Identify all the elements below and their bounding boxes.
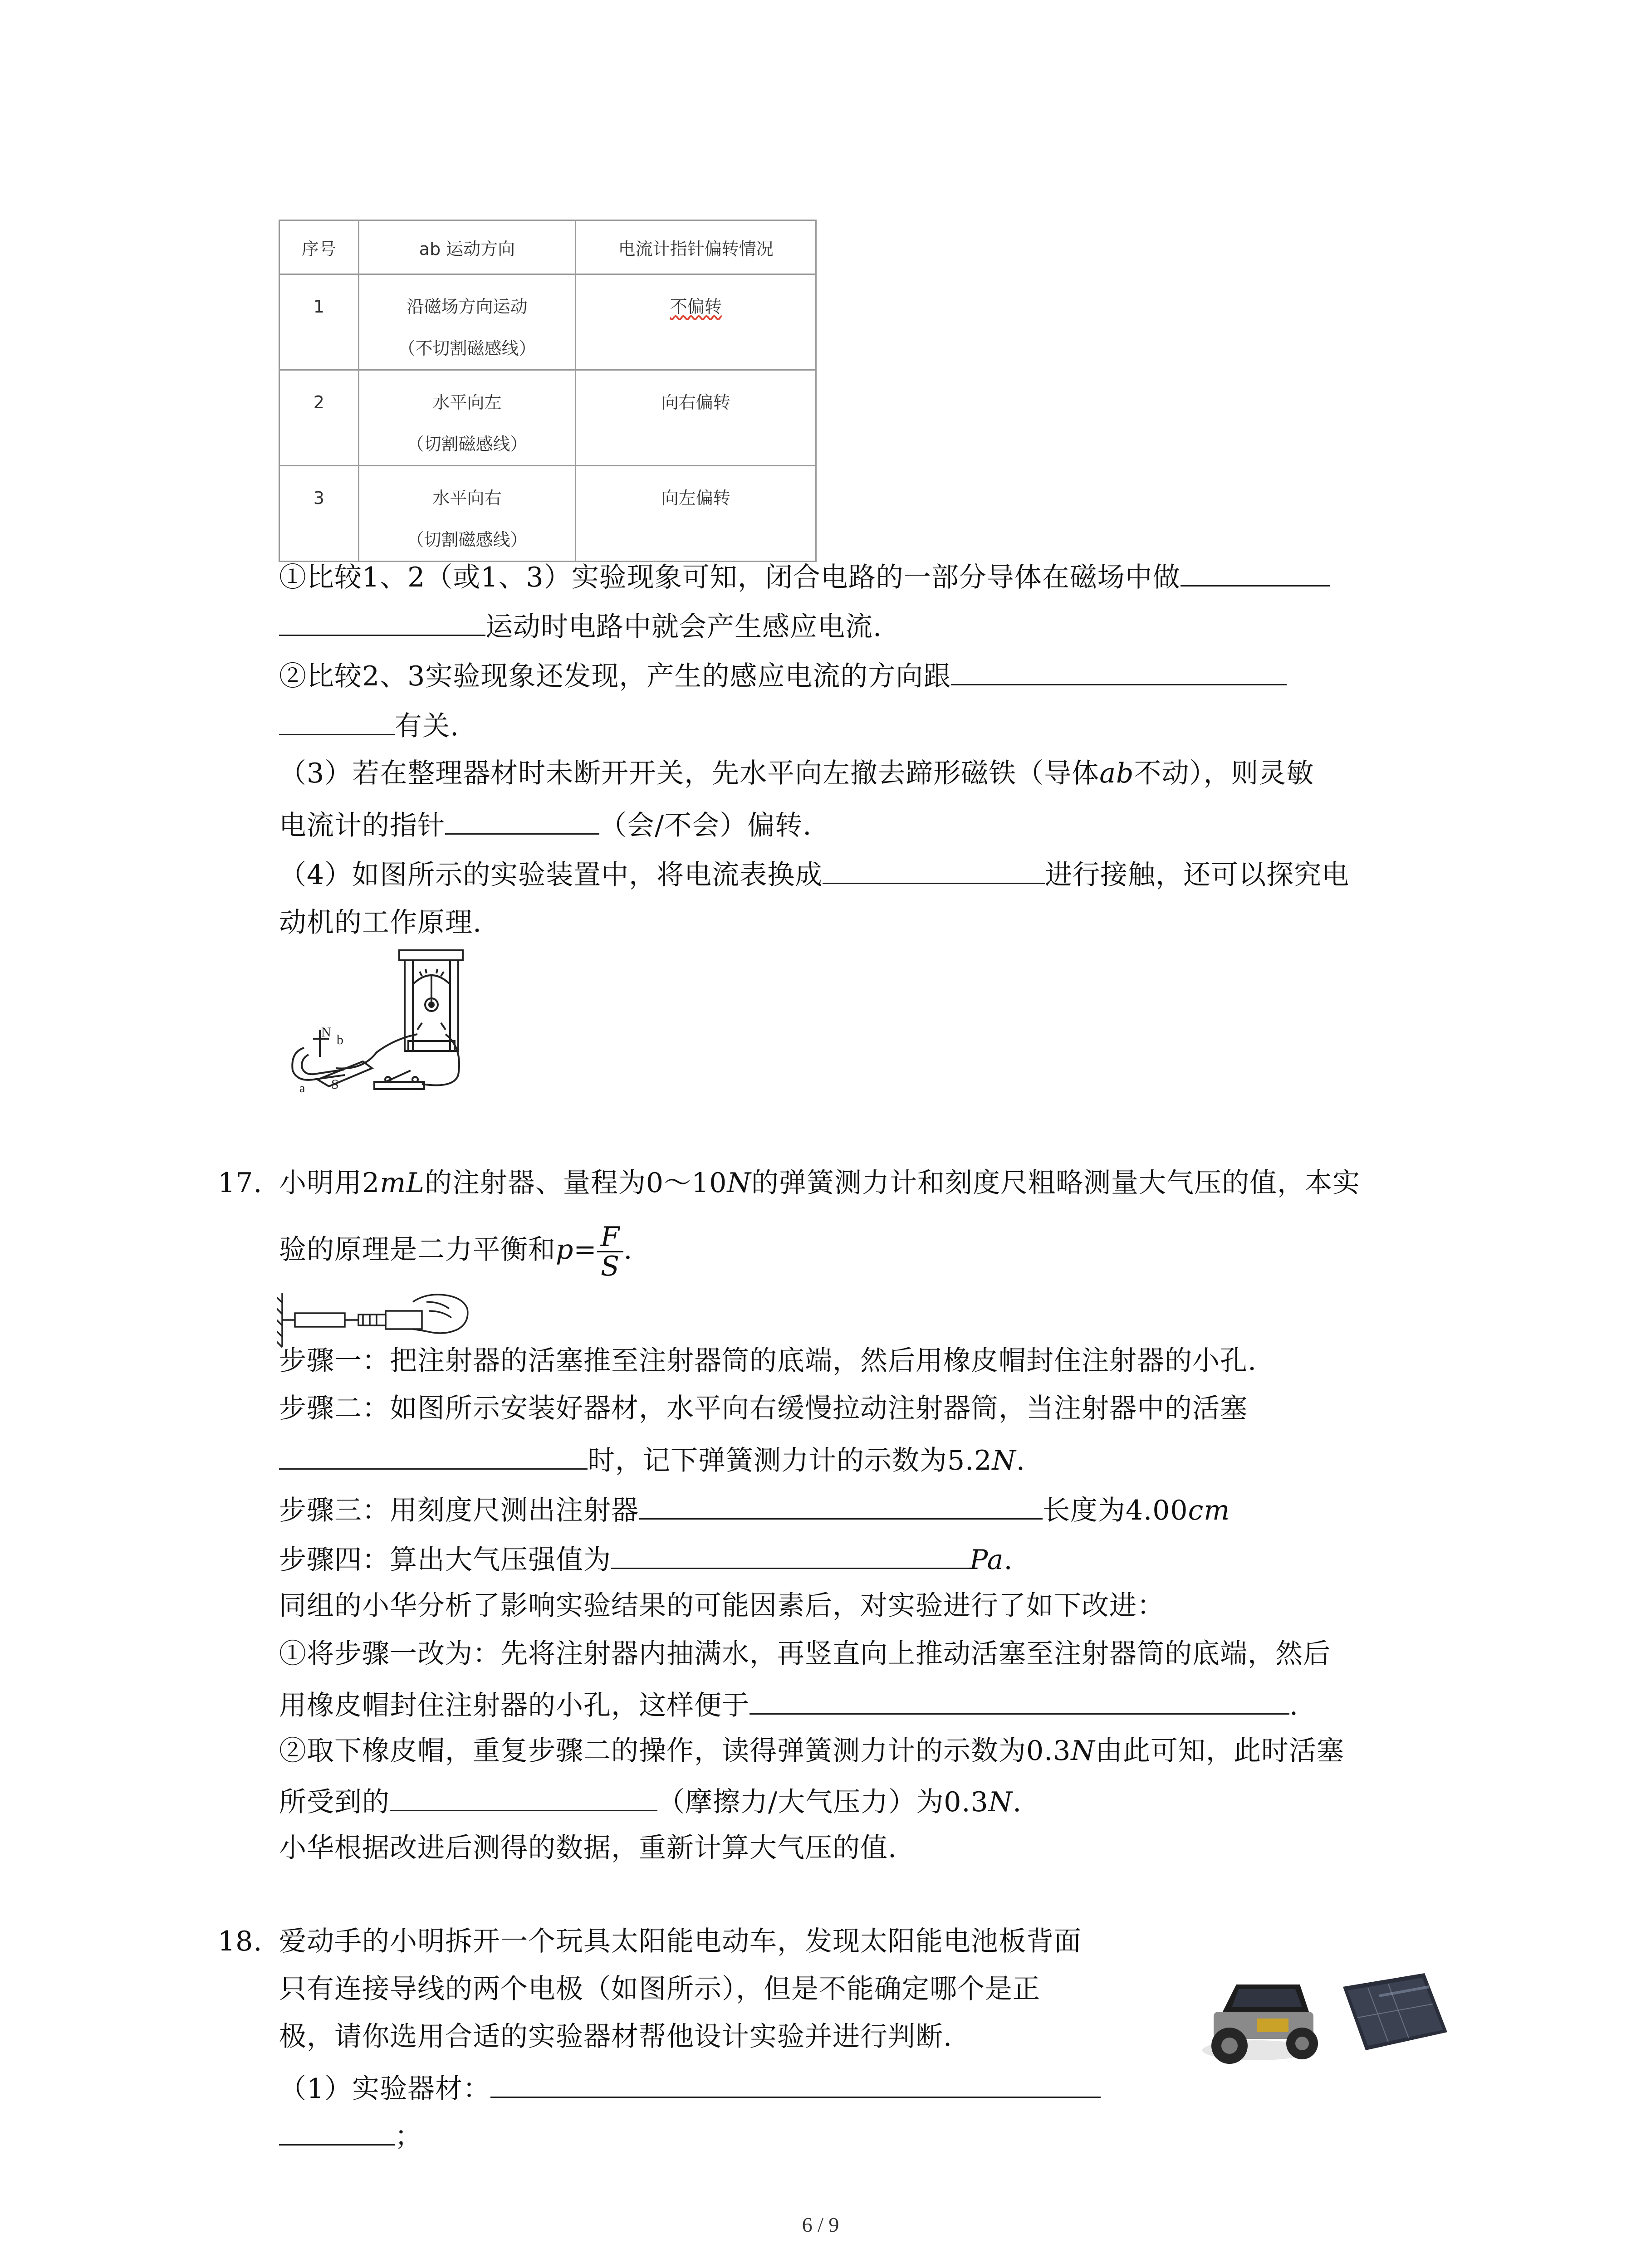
q17-step-4: 步骤四：算出大气压强值为 Pa.	[279, 1540, 1013, 1578]
q17-para-1: 同组的小华分析了影响实验结果的可能因素后，对实验进行了如下改进：	[279, 1590, 1165, 1622]
q17-line-2: 验的原理是二力平衡和p= $\frac{F}{S}$ .	[279, 1221, 633, 1282]
cell-note: （切割磁感线）	[407, 434, 528, 454]
answer-blank[interactable]	[951, 656, 1287, 685]
table-header: ab 运动方向	[358, 220, 576, 274]
table-cell	[358, 466, 576, 562]
q17-step-1: 步骤一：把注射器的活塞推至注射器筒的底端，然后用橡皮帽封住注射器的小孔.	[279, 1345, 1257, 1377]
pressure-fraction: $\frac{F}{S}$	[597, 1223, 624, 1281]
answer-blank[interactable]	[823, 855, 1045, 884]
answer-blank[interactable]	[279, 1440, 588, 1470]
figure-label-n: N	[321, 1025, 331, 1040]
experiment-table	[279, 220, 817, 562]
q16-line-4: 有关.	[279, 706, 459, 744]
q17-line-1: 小明用2mL的注射器、量程为0～10N的弹簧测力计和刻度尺粗略测量大气压的值，本实	[279, 1167, 1360, 1199]
answer-blank[interactable]	[279, 706, 395, 735]
motor-apparatus-figure	[286, 943, 485, 1098]
q18-number: 18.	[218, 1926, 263, 1957]
cell-result: 向左偏转	[661, 488, 730, 508]
table-cell	[576, 370, 816, 466]
page-number: 6 / 9	[802, 2213, 839, 2236]
q16-line-2: 运动时电路中就会产生感应电流.	[279, 606, 882, 645]
table-row	[279, 274, 816, 370]
table-cell	[576, 274, 816, 370]
answer-blank[interactable]	[749, 1685, 1289, 1715]
figure-label-a: a	[299, 1081, 305, 1095]
answer-blank[interactable]	[279, 2116, 395, 2146]
q16-line-5: （3）若在整理器材时未断开开关，先水平向左撤去蹄形磁铁（导体ab不动），则灵敏	[279, 758, 1314, 789]
cell-direction: 沿磁场方向运动	[407, 297, 528, 317]
q16-line-7: （4）如图所示的实验装置中，将电流表换成 进行接触，还可以探究电	[279, 855, 1349, 893]
table-cell	[358, 370, 576, 466]
syringe-figure	[277, 1284, 472, 1352]
answer-blank[interactable]	[279, 606, 485, 636]
table-header: 序号	[279, 220, 359, 274]
solar-car-photo	[1189, 1964, 1452, 2073]
table-cell: 2	[279, 370, 359, 466]
table-header: 电流计指针偏转情况	[576, 220, 816, 274]
table-cell	[358, 274, 576, 370]
figure-label-b: b	[337, 1032, 343, 1047]
table-row	[279, 370, 816, 466]
q18-line-1: 爱动手的小明拆开一个玩具太阳能电动车，发现太阳能电池板背面	[279, 1926, 1082, 1957]
table-cell: 3	[279, 466, 359, 562]
q17-para-4: ②取下橡皮帽，重复步骤二的操作，读得弹簧测力计的示数为0.3N由此可知，此时活塞	[279, 1735, 1344, 1767]
answer-blank[interactable]	[1181, 557, 1330, 587]
table-header-row	[279, 220, 816, 274]
q17-number: 17.	[218, 1167, 263, 1199]
cell-direction: 水平向右	[432, 488, 502, 508]
q16-line-1: ①比较1、2（或1、3）实验现象可知，闭合电路的一部分导体在磁场中做	[279, 557, 1330, 596]
q18-line-2: 只有连接导线的两个电极（如图所示），但是不能确定哪个是正	[279, 1973, 1040, 2005]
q17-para-3: 用橡皮帽封住注射器的小孔，这样便于 .	[279, 1685, 1298, 1724]
q18-line-5: ；	[279, 2116, 422, 2155]
cell-result: 向右偏转	[661, 392, 730, 412]
answer-blank[interactable]	[445, 805, 599, 835]
table-cell	[576, 466, 816, 562]
q18-line-4: （1）实验器材：	[279, 2068, 1101, 2107]
answer-blank[interactable]	[639, 1490, 1043, 1520]
table-row	[279, 466, 816, 562]
q16-line-8: 动机的工作原理.	[279, 907, 482, 938]
q16-line-6: 电流计的指针 （会/不会）偏转.	[279, 805, 812, 844]
cell-direction: 水平向左	[432, 392, 502, 412]
cell-note: （切割磁感线）	[407, 530, 528, 550]
q17-para-2: ①将步骤一改为：先将注射器内抽满水，再竖直向上推动活塞至注射器筒的底端，然后	[279, 1638, 1331, 1670]
q17-step-2-cont: 时，记下弹簧测力计的示数为5.2N.	[279, 1440, 1025, 1479]
q16-line-3: ②比较2、3实验现象还发现，产生的感应电流的方向跟	[279, 656, 1287, 694]
table-cell: 1	[279, 274, 359, 370]
q17-para-6: 小华根据改进后测得的数据，重新计算大气压的值.	[279, 1832, 897, 1864]
answer-blank[interactable]	[611, 1540, 970, 1569]
figure-label-s: S	[331, 1077, 339, 1092]
cell-note: （不切割磁感线）	[398, 338, 536, 358]
answer-blank[interactable]	[390, 1782, 657, 1811]
q18-line-3: 极，请你选用合适的实验器材帮他设计实验并进行判断.	[279, 2021, 953, 2053]
answer-blank[interactable]	[490, 2068, 1101, 2098]
cell-result: 不偏转	[670, 297, 722, 317]
q17-step-3: 步骤三：用刻度尺测出注射器 长度为4.00cm	[279, 1490, 1230, 1529]
q17-step-2: 步骤二：如图所示安装好器材，水平向右缓慢拉动注射器筒，当注射器中的活塞	[279, 1393, 1248, 1424]
q17-para-5: 所受到的 （摩擦力/大气压力）为0.3N.	[279, 1782, 1022, 1820]
